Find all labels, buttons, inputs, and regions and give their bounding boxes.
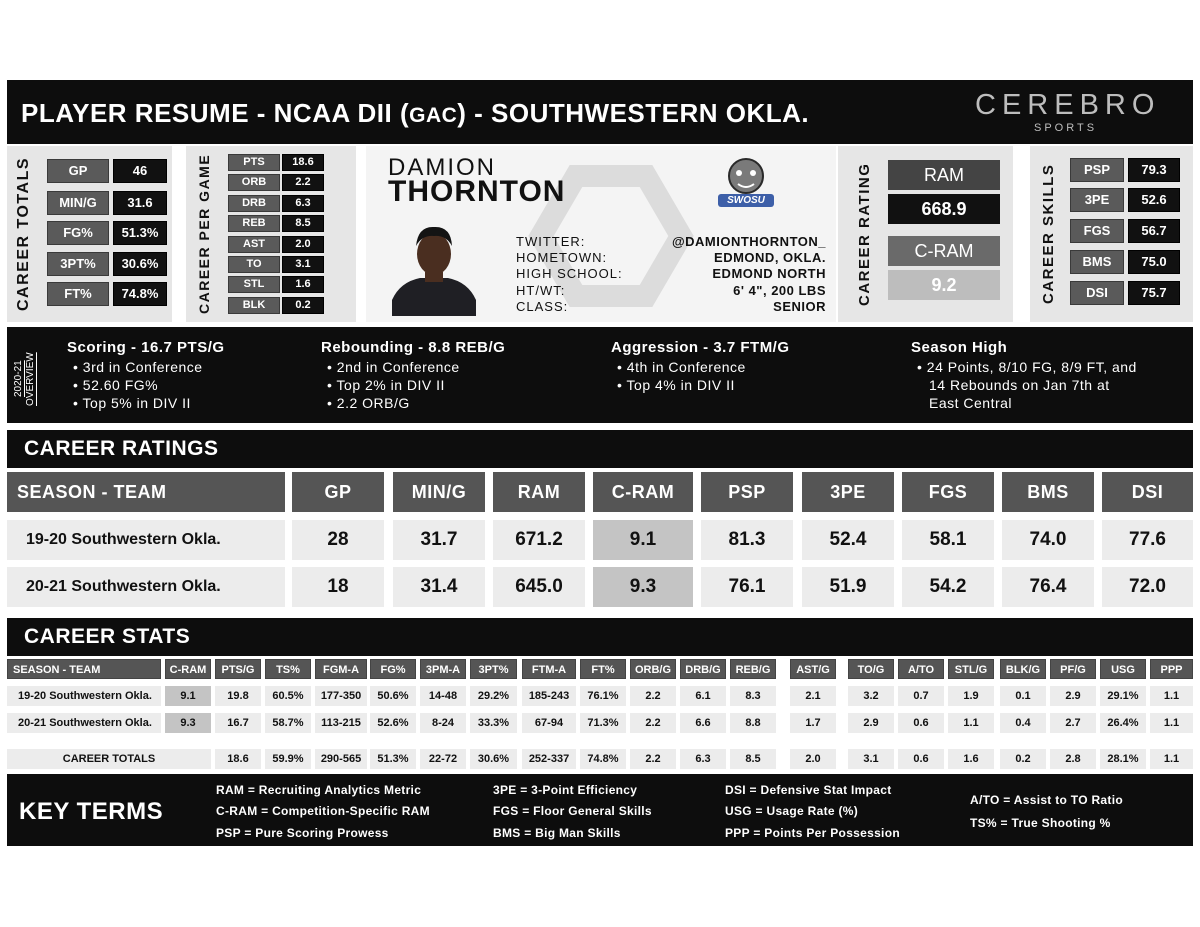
stats-row-cell: 60.5% — [265, 686, 311, 706]
stats-header-cell: BLK/G — [1000, 659, 1046, 679]
overview-label-text: OVERVIEW — [25, 352, 36, 406]
ratings-row-cell: 77.6 — [1102, 520, 1193, 560]
stats-row-cell: 14-48 — [420, 686, 466, 706]
stats-row-cell: 3.2 — [848, 686, 894, 706]
career-ratings-section-bar — [7, 430, 1193, 468]
stats-header-cell: PPP — [1150, 659, 1193, 679]
career-skills-panel — [1030, 146, 1193, 322]
stats-header-cell: ORB/G — [630, 659, 676, 679]
overview-item: • Top 5% in DIV II — [73, 395, 191, 411]
stats-row-cell: 8.3 — [730, 686, 776, 706]
per-game-stat-label: AST — [228, 236, 280, 253]
stats-header-cell: C-RAM — [165, 659, 211, 679]
stats-row-cell: 0.4 — [1000, 713, 1046, 733]
key-term: PPP = Points Per Possession — [725, 826, 900, 840]
stats-totals-cell: 8.5 — [730, 749, 776, 769]
key-term: PSP = Pure Scoring Prowess — [216, 826, 389, 840]
per-game-stat-label: BLK — [228, 297, 280, 314]
stats-row-cell: 2.7 — [1050, 713, 1096, 733]
player-info-value: SENIOR — [773, 299, 826, 314]
ratings-row-cell: 31.4 — [393, 567, 485, 607]
stats-totals-cell: 1.6 — [948, 749, 994, 769]
stats-totals-cell: 290-565 — [315, 749, 367, 769]
per-game-stat-value: 2.0 — [282, 236, 324, 253]
team-logo — [714, 154, 778, 210]
player-photo — [390, 216, 478, 316]
ratings-row-cell: 9.3 — [593, 567, 693, 607]
stats-row-cell: 185-243 — [522, 686, 576, 706]
title-conference: GAC — [409, 104, 458, 127]
stats-row-cell: 50.6% — [370, 686, 416, 706]
stats-row-cell: 1.1 — [1150, 686, 1193, 706]
per-game-stat-value: 0.2 — [282, 297, 324, 314]
stats-row-cell: 0.7 — [898, 686, 944, 706]
ratings-row-cell: 9.1 — [593, 520, 693, 560]
overview-item: • 24 Points, 8/10 FG, 8/9 FT, and — [917, 359, 1137, 375]
stats-header-cell: AST/G — [790, 659, 836, 679]
player-photo-icon — [390, 216, 478, 316]
career-total-stat-value: 74.8% — [113, 282, 167, 306]
stats-header-cell: REB/G — [730, 659, 776, 679]
stats-row-cell: 1.9 — [948, 686, 994, 706]
ratings-header-cell: GP — [292, 472, 384, 512]
overview-item: East Central — [929, 395, 1013, 411]
stats-row-cell: 6.1 — [680, 686, 726, 706]
stats-row-cell: 8.8 — [730, 713, 776, 733]
ratings-header-cell: DSI — [1102, 472, 1193, 512]
stats-row-cell: 0.1 — [1000, 686, 1046, 706]
ratings-row-cell: 19-20 Southwestern Okla. — [7, 520, 285, 560]
key-term: BMS = Big Man Skills — [493, 826, 621, 840]
stats-row-cell: 16.7 — [215, 713, 261, 733]
ratings-header-cell: 3PE — [802, 472, 894, 512]
skill-label: PSP — [1070, 158, 1124, 182]
stats-row-cell: 29.2% — [470, 686, 517, 706]
stats-header-cell: FTM-A — [522, 659, 576, 679]
ratings-row-cell: 645.0 — [493, 567, 585, 607]
key-term: USG = Usage Rate (%) — [725, 804, 859, 818]
skill-value: 79.3 — [1128, 158, 1180, 182]
stats-totals-cell: 1.1 — [1150, 749, 1193, 769]
ratings-row-cell: 31.7 — [393, 520, 485, 560]
overview-item: • Top 2% in DIV II — [327, 377, 445, 393]
ratings-header-cell: BMS — [1002, 472, 1094, 512]
title-part-2: ) - SOUTHWESTERN OKLA. — [457, 98, 810, 128]
career-total-stat-value: 30.6% — [113, 252, 167, 276]
per-game-stat-label: DRB — [228, 195, 280, 212]
per-game-stat-value: 18.6 — [282, 154, 324, 171]
career-total-stat-label: MIN/G — [47, 191, 109, 215]
player-last-name: THORNTON — [388, 175, 566, 208]
key-term: A/TO = Assist to TO Ratio — [970, 793, 1123, 807]
career-total-stat-label: 3PT% — [47, 252, 109, 276]
per-game-stat-label: PTS — [228, 154, 280, 171]
stats-row-cell: 1.1 — [948, 713, 994, 733]
stats-row-cell: 177-350 — [315, 686, 367, 706]
stats-row-cell: 58.7% — [265, 713, 311, 733]
career-rating-panel — [838, 146, 1013, 322]
stats-row-cell: 19-20 Southwestern Okla. — [7, 686, 161, 706]
overview-column — [911, 339, 1137, 412]
stats-header-cell: STL/G — [948, 659, 994, 679]
overview-heading: Scoring - 16.7 PTS/G — [67, 339, 225, 356]
overview-heading: Rebounding - 8.8 REB/G — [321, 339, 506, 356]
stats-header-cell: PF/G — [1050, 659, 1096, 679]
overview-label-year: 2020-21 — [13, 360, 24, 398]
career-totals-panel — [7, 146, 172, 322]
career-stats-section-bar — [7, 618, 1193, 656]
title-part-1: PLAYER RESUME - NCAA DII ( — [21, 98, 410, 128]
key-term: RAM = Recruiting Analytics Metric — [216, 783, 422, 797]
overview-item: • 2nd in Conference — [327, 359, 460, 375]
stats-row-cell: 9.1 — [165, 686, 211, 706]
career-totals-label: CAREER TOTALS — [15, 156, 32, 312]
career-skills-label: CAREER SKILLS — [1040, 163, 1057, 305]
career-total-stat-label: FT% — [47, 282, 109, 306]
stats-totals-cell: 6.3 — [680, 749, 726, 769]
stats-header-cell: PTS/G — [215, 659, 261, 679]
skill-value: 56.7 — [1128, 219, 1180, 243]
career-per-game-label: CAREER PER GAME — [196, 153, 212, 315]
player-info-label: TWITTER: — [516, 234, 586, 249]
career-total-stat-value: 46 — [113, 159, 167, 183]
career-ratings-title: CAREER RATINGS — [24, 437, 219, 460]
stats-totals-cell: 3.1 — [848, 749, 894, 769]
career-stats-title: CAREER STATS — [24, 625, 191, 648]
ratings-row-cell: 81.3 — [701, 520, 793, 560]
stats-totals-cell: 2.2 — [630, 749, 676, 769]
ratings-row-cell: 58.1 — [902, 520, 994, 560]
stats-row-cell: 0.6 — [898, 713, 944, 733]
ratings-row-cell: 54.2 — [902, 567, 994, 607]
ratings-row-cell: 72.0 — [1102, 567, 1193, 607]
stats-totals-cell: 2.0 — [790, 749, 836, 769]
skill-value: 52.6 — [1128, 188, 1180, 212]
team-logo-text: SWOSU — [727, 195, 765, 206]
ratings-row-cell: 74.0 — [1002, 520, 1094, 560]
player-info-value: @DAMIONTHORNTON_ — [671, 234, 826, 249]
overview-item: • 3rd in Conference — [73, 359, 203, 375]
stats-header-cell: FG% — [370, 659, 416, 679]
key-term: FGS = Floor General Skills — [493, 804, 652, 818]
overview-heading: Season High — [911, 339, 1008, 356]
key-term: C-RAM = Competition-Specific RAM — [216, 804, 430, 818]
resume-header — [7, 80, 1193, 144]
stats-totals-label: CAREER TOTALS — [7, 749, 211, 769]
per-game-stat-value: 6.3 — [282, 195, 324, 212]
stats-row-cell: 2.9 — [848, 713, 894, 733]
stats-totals-cell: 51.3% — [370, 749, 416, 769]
stats-row-cell: 2.2 — [630, 686, 676, 706]
player-card — [366, 146, 836, 322]
key-term: DSI = Defensive Stat Impact — [725, 783, 892, 797]
ratings-header-cell: RAM — [493, 472, 585, 512]
overview-item: • 52.60 FG% — [73, 377, 159, 393]
brand-logo-sub: SPORTS — [1034, 122, 1098, 134]
player-info-value: 6' 4", 200 LBS — [733, 283, 826, 298]
stats-row-cell: 52.6% — [370, 713, 416, 733]
stats-totals-cell: 0.6 — [898, 749, 944, 769]
ratings-header-cell: FGS — [902, 472, 994, 512]
ratings-row-cell: 28 — [292, 520, 384, 560]
ratings-header-cell: C-RAM — [593, 472, 693, 512]
stats-totals-cell: 22-72 — [420, 749, 466, 769]
stats-totals-cell: 2.8 — [1050, 749, 1096, 769]
page-title — [21, 98, 809, 129]
stats-totals-cell: 30.6% — [470, 749, 517, 769]
stats-row-cell: 33.3% — [470, 713, 517, 733]
stats-totals-cell: 28.1% — [1100, 749, 1146, 769]
stats-totals-cell: 18.6 — [215, 749, 261, 769]
stats-totals-cell: 252-337 — [522, 749, 576, 769]
per-game-stat-label: REB — [228, 215, 280, 232]
stats-header-cell: A/TO — [898, 659, 944, 679]
overview-label — [13, 339, 41, 419]
skill-value: 75.7 — [1128, 281, 1180, 305]
ratings-header-cell: PSP — [701, 472, 793, 512]
stats-header-cell: USG — [1100, 659, 1146, 679]
skill-label: BMS — [1070, 250, 1124, 274]
stats-row-cell: 1.7 — [790, 713, 836, 733]
stats-row-cell: 1.1 — [1150, 713, 1193, 733]
stats-row-cell: 6.6 — [680, 713, 726, 733]
per-game-stat-value: 8.5 — [282, 215, 324, 232]
stats-header-cell: TO/G — [848, 659, 894, 679]
stats-row-cell: 19.8 — [215, 686, 261, 706]
key-term: TS% = True Shooting % — [970, 816, 1111, 830]
career-total-stat-value: 51.3% — [113, 221, 167, 245]
ratings-header-cell: MIN/G — [393, 472, 485, 512]
career-per-game-panel — [186, 146, 356, 322]
ratings-header-cell: SEASON - TEAM — [7, 472, 285, 512]
stats-header-cell: FGM-A — [315, 659, 367, 679]
ratings-row-cell: 76.1 — [701, 567, 793, 607]
ratings-row-cell: 51.9 — [802, 567, 894, 607]
per-game-stat-label: ORB — [228, 174, 280, 191]
skill-label: DSI — [1070, 281, 1124, 305]
per-game-stat-value: 1.6 — [282, 276, 324, 293]
career-total-stat-label: FG% — [47, 221, 109, 245]
player-info-label: CLASS: — [516, 299, 569, 314]
stats-row-cell: 26.4% — [1100, 713, 1146, 733]
stats-header-cell: FT% — [580, 659, 626, 679]
ratings-row-cell: 671.2 — [493, 520, 585, 560]
player-info-value: EDMOND NORTH — [712, 266, 826, 281]
overview-item: • 4th in Conference — [617, 359, 746, 375]
player-info-label: HOMETOWN: — [516, 250, 608, 265]
overview-item: • 2.2 ORB/G — [327, 395, 410, 411]
key-terms-panel — [7, 774, 1193, 846]
per-game-stat-value: 2.2 — [282, 174, 324, 191]
cram-label: C-RAM — [888, 236, 1000, 266]
player-info-label: HIGH SCHOOL: — [516, 266, 623, 281]
per-game-stat-value: 3.1 — [282, 256, 324, 273]
stats-row-cell: 2.9 — [1050, 686, 1096, 706]
ratings-row-cell: 20-21 Southwestern Okla. — [7, 567, 285, 607]
stats-row-cell: 20-21 Southwestern Okla. — [7, 713, 161, 733]
stats-row-cell: 29.1% — [1100, 686, 1146, 706]
career-rating-label: CAREER RATING — [856, 162, 873, 306]
stats-header-cell: DRB/G — [680, 659, 726, 679]
stats-row-cell: 2.1 — [790, 686, 836, 706]
cram-value: 9.2 — [888, 270, 1000, 300]
stats-header-cell: SEASON - TEAM — [7, 659, 161, 679]
ram-value: 668.9 — [888, 194, 1000, 224]
ram-label: RAM — [888, 160, 1000, 190]
overview-column — [67, 339, 225, 412]
stats-row-cell: 113-215 — [315, 713, 367, 733]
stats-row-cell: 9.3 — [165, 713, 211, 733]
stats-row-cell: 2.2 — [630, 713, 676, 733]
key-term: 3PE = 3-Point Efficiency — [493, 783, 638, 797]
per-game-stat-label: STL — [228, 276, 280, 293]
overview-heading: Aggression - 3.7 FTM/G — [611, 339, 790, 356]
stats-row-cell: 67-94 — [522, 713, 576, 733]
overview-item: 14 Rebounds on Jan 7th at — [929, 377, 1110, 393]
career-total-stat-value: 31.6 — [113, 191, 167, 215]
stats-row-cell: 8-24 — [420, 713, 466, 733]
stats-row-cell: 71.3% — [580, 713, 626, 733]
overview-column — [321, 339, 505, 412]
stats-row-cell: 76.1% — [580, 686, 626, 706]
stats-totals-cell: 74.8% — [580, 749, 626, 769]
stats-header-cell: 3PT% — [470, 659, 517, 679]
season-overview — [7, 327, 1193, 423]
overview-column — [611, 339, 790, 394]
player-info-value: EDMOND, OKLA. — [714, 250, 826, 265]
skill-label: FGS — [1070, 219, 1124, 243]
ratings-row-cell: 76.4 — [1002, 567, 1094, 607]
ratings-row-cell: 18 — [292, 567, 384, 607]
stats-totals-cell: 59.9% — [265, 749, 311, 769]
stats-header-cell: 3PM-A — [420, 659, 466, 679]
key-terms-title: KEY TERMS — [19, 798, 164, 825]
stats-totals-cell: 0.2 — [1000, 749, 1046, 769]
stats-header-cell: TS% — [265, 659, 311, 679]
skill-value: 75.0 — [1128, 250, 1180, 274]
ratings-row-cell: 52.4 — [802, 520, 894, 560]
overview-item: • Top 4% in DIV II — [617, 377, 735, 393]
brand-logo-name: CEREBRO — [975, 89, 1161, 121]
skill-label: 3PE — [1070, 188, 1124, 212]
player-info-label: HT/WT: — [516, 283, 566, 298]
per-game-stat-label: TO — [228, 256, 280, 273]
player-first-name: DAMION — [388, 154, 496, 181]
career-total-stat-label: GP — [47, 159, 109, 183]
